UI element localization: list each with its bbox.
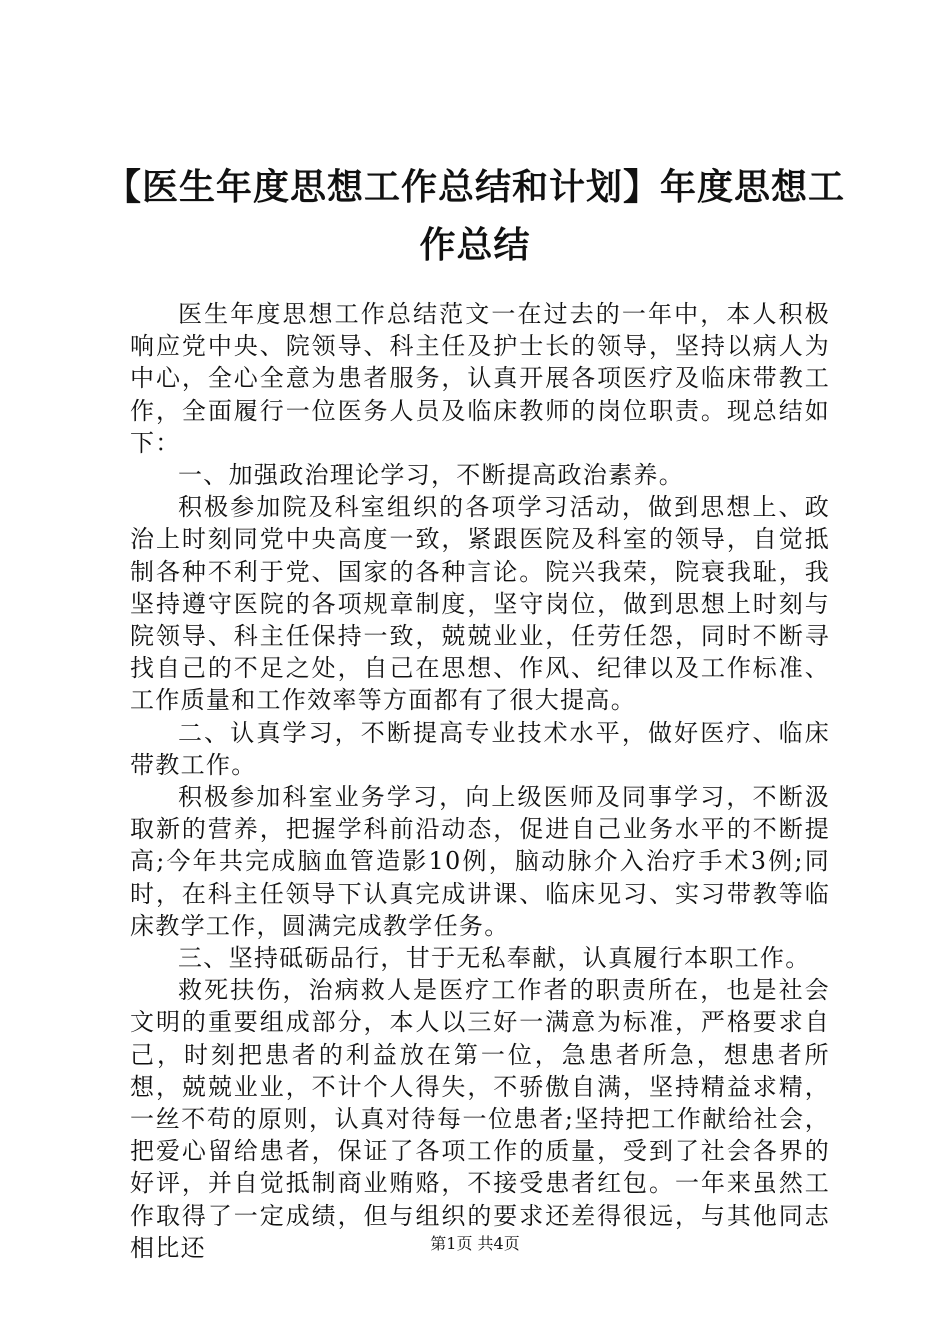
section-paragraph-2: 积极参加科室业务学习，向上级医师及同事学习，不断汲取新的营养，把握学科前沿动态，促进自己业务水平的不断提高;今年共完成脑血管造影10例，脑动脉介入治疗手术3例;同时，在科主任领导下认真完成讲课、临床见习、实习带教等临床教学工作，圆满完成教学任务。 xyxy=(130,783,830,940)
section-paragraph-3: 救死扶伤，治病救人是医疗工作者的职责所在，也是社会文明的重要组成部分，本人以三好一满意为标准，严格要求自己，时刻把患者的利益放在第一位，急患者所急，想患者所想，兢兢业业，不计个人得失，不骄傲自满，坚持精益求精，一丝不苟的原则，认真对待每一位患者;坚持把工作献给社会，把爱心留给患者，保证了各项工作的质量，受到了社会各界的好评，并自觉抵制商业贿赂，不接受患者红包。一年来虽然工作取得了一定成绩，但与组织的要求还差得很远，与其他同志相比还 xyxy=(130,976,830,1262)
page-number-footer: 第1页 共4页 xyxy=(430,1234,520,1253)
intro-paragraph: 医生年度思想工作总结范文一在过去的一年中，本人积极响应党中央、院领导、科主任及护士长的领导，坚持以病人为中心，全心全意为患者服务，认真开展各项医疗及临床带教工作，全面履行一位医务人员及临床教师的岗位职责。现总结如下： xyxy=(130,300,830,457)
document-title: 【医生年度思想工作总结和计划】年度思想工作总结 xyxy=(104,166,845,266)
section-paragraph-1: 积极参加院及科室组织的各项学习活动，做到思想上、政治上时刻同党中央高度一致，紧跟医院及科室的领导，自觉抵制各种不利于党、国家的各种言论。院兴我荣，院衰我耻，我坚持遵守医院的各项规章制度，坚守岗位，做到思想上时刻与院领导、科主任保持一致，兢兢业业，任劳任怨，同时不断寻找自己的不足之处，自己在思想、作风、纪律以及工作标准、工作质量和工作效率等方面都有了很大提高。 xyxy=(130,493,830,715)
section-heading-2: 二、认真学习，不断提高专业技术水平，做好医疗、临床带教工作。 xyxy=(130,718,830,779)
section-heading-1: 一、加强政治理论学习，不断提高政治素养。 xyxy=(178,461,684,490)
section-heading-3: 三、坚持砥砺品行，甘于无私奉献，认真履行本职工作。 xyxy=(178,944,811,973)
document-body xyxy=(130,298,830,1264)
